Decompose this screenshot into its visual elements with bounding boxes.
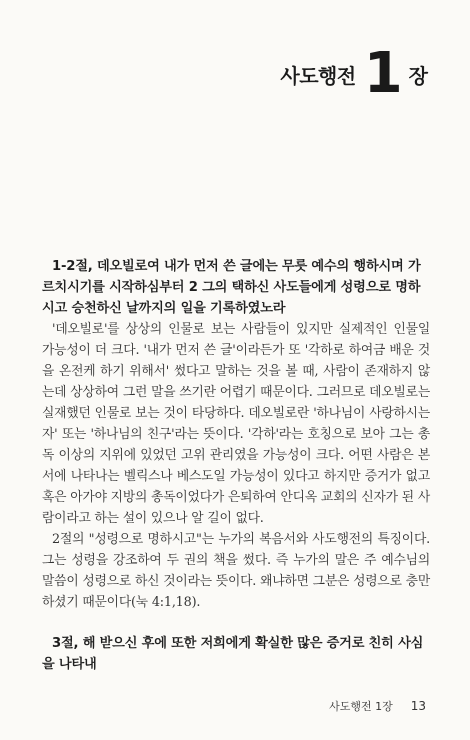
commentary-paragraph: '데오빌로'를 상상의 인물로 보는 사람들이 있지만 실제적인 인물일 가능성이 더 크다. '내가 먼저 쓴 글'이라든가 또 '각하로 하여금 배운 것을 온전케 하기 위해서' 썼다고 말하는 것을 볼 때, 사람이 존재하지 않는데 상상하여 그런 말을 쓰기란 어렵기 때문이다. 그러므로 데오빌로는 실재했던 인물로 보는 것이 타당하다. 데오빌로란 '하나님이 사랑하시는 자' 또는 '하나님의 친구'라는 뜻이다. '각하'라는 호칭으로 보아 그는 총독 이상의 지위에 있었던 고위 관리였을 가능성이 크다. 어떤 사람은 본서에 나타나는 벨릭스나 베스도일 가능성이 있다고 하지만 증거가 없고 혹은 아가야 지방의 총독이었다가 은퇴하여 안디옥 교회의 신자가 된 사람이라고 하는 설이 있으나 알 길이 없다. [42,322,430,526]
page-body [42,256,430,675]
verse-heading-1-2: 1-2절, 데오빌로여 내가 먼저 쓴 글에는 무릇 예수의 행하시며 가르치시기를 시작하심부터 2 그의 택하신 사도들에게 성령으로 명하시고 승천하신 날까지의 일을 기록하였노라 [42,259,421,316]
page-number: 13 [410,699,426,713]
verse-heading-3: 3절, 해 받으신 후에 또한 저희에게 확실한 많은 증거로 친히 사심을 나타내 [42,636,424,672]
running-footer-label: 사도행전 1장 [329,700,393,713]
chapter-suffix: 장 [408,63,428,88]
chapter-number: 1 [363,41,403,106]
chapter-book-name: 사도행전 [280,63,356,88]
chapter-title [280,41,428,106]
commentary-paragraph: 2절의 "성령으로 명하시고"는 누가의 복음서와 사도행전의 특징이다. 그는 성령을 강조하여 두 권의 책을 썼다. 즉 누가의 말은 주 예수님의 말씀이 성령으로 하신 것이라는 뜻이다. 왜냐하면 그분은 성령으로 충만하셨기 때문이다(눅 4:1,18). [42,532,430,610]
page-footer [329,698,426,714]
